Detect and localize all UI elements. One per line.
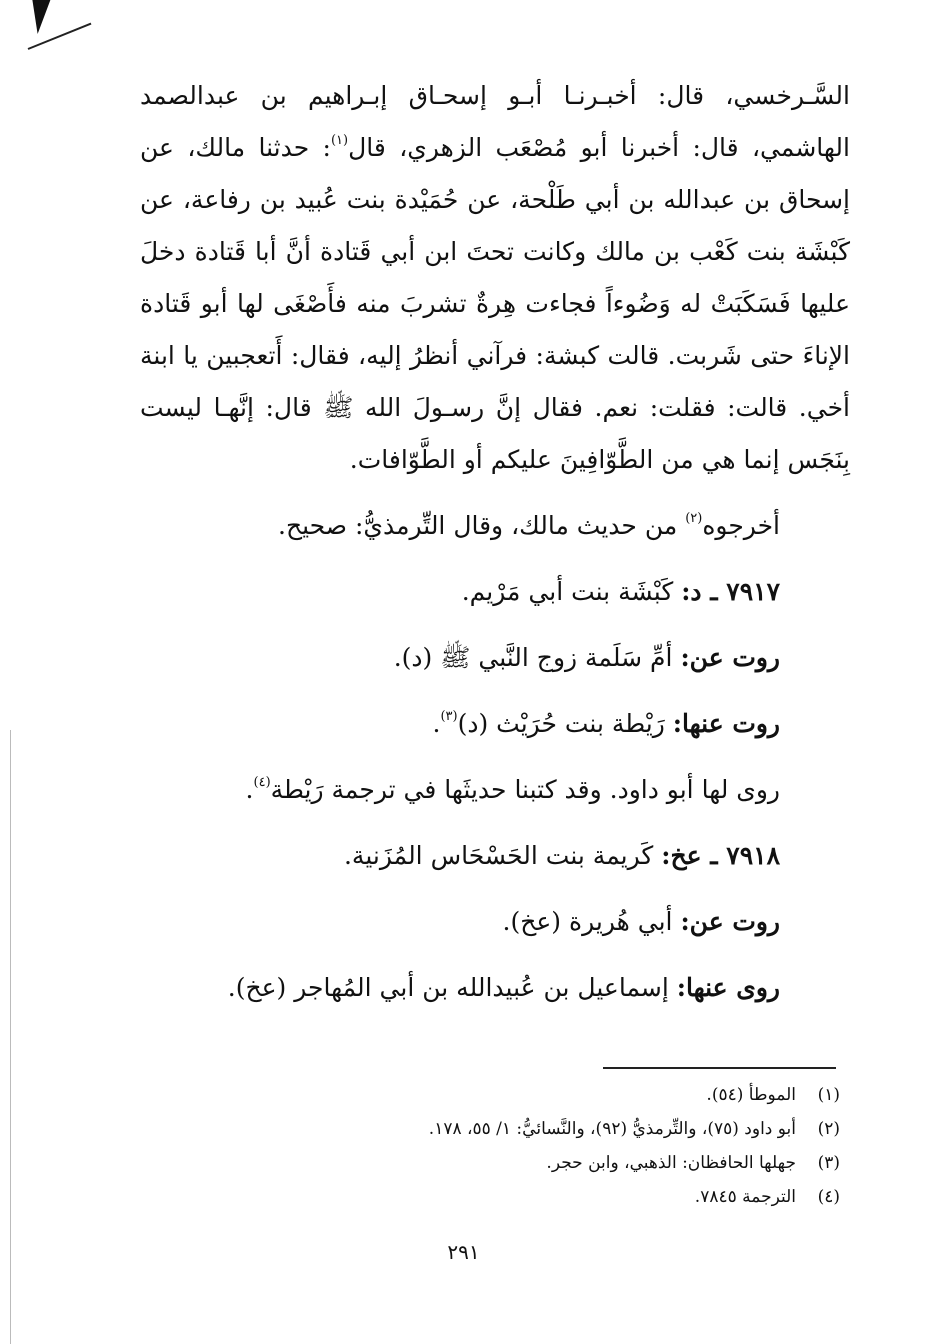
- entry-label: ٧٩١٧ ـ د:: [681, 577, 780, 606]
- footnote-ref-1: (١): [330, 133, 349, 148]
- footnote-separator: [603, 1067, 836, 1069]
- entry-tail: .: [432, 709, 441, 738]
- entry-text: كَريمة بنت الحَسْحَاس المُزَنية.: [343, 841, 662, 870]
- p2-part-a: أخرجوه: [702, 511, 780, 540]
- footnote-number: (٣): [817, 1153, 840, 1173]
- entry-line: [140, 896, 850, 948]
- entry-label: روت عنها:: [672, 709, 780, 738]
- entry-tail: .: [245, 775, 254, 804]
- entry-line: [140, 962, 850, 1014]
- corner-mark: [28, 0, 51, 34]
- footnotes: [200, 1078, 840, 1214]
- p1-part-a: السَّـرخسي، قال: أخبـرنـا أبـو إسحـاق إبـراهيم بن عبدالصمد الهاشمي، قال: أخبرنا أبو مُصْعَب الزهري، قال: [140, 81, 850, 162]
- footnote: [200, 1146, 840, 1180]
- entry-line: [140, 830, 850, 882]
- entry-line: [140, 632, 850, 684]
- footnote-text: الموطأ (٥٤).: [706, 1085, 796, 1105]
- footnote: [200, 1180, 840, 1214]
- footnote-text: أبو داود (٧٥)، والتِّرمذيُّ (٩٢)، والنَّسائيُّ: ١/ ٥٥، ١٧٨.: [428, 1119, 796, 1139]
- footnote: [200, 1078, 840, 1112]
- footnote-text: الترجمة ٧٨٤٥.: [694, 1187, 796, 1207]
- footnote-ref-4: (٤): [253, 775, 271, 790]
- footnote-number: (٢): [817, 1119, 840, 1139]
- footnote: [200, 1112, 840, 1146]
- entry-text: إسماعيل بن عُبيدالله بن أبي المُهاجر (عخ).: [227, 973, 677, 1002]
- footnote-text: جهلها الحافظان: الذهبي، وابن حجر.: [546, 1153, 796, 1173]
- entry-line: [140, 764, 850, 816]
- entry-line: [140, 566, 850, 618]
- page-number: ٢٩١: [447, 1240, 480, 1264]
- entry-label: روت عن:: [680, 643, 780, 672]
- entry-line: [140, 698, 850, 750]
- p2-part-b: من حديث مالك، وقال التِّرمذيُّ: صحيح.: [278, 511, 686, 540]
- entry-label: روى عنها:: [676, 973, 780, 1002]
- footnote-number: (٤): [817, 1187, 840, 1207]
- paragraph-hadith: [140, 70, 850, 486]
- entry-text: أمِّ سَلَمة زوج النَّبي ﷺ (د).: [393, 643, 681, 672]
- main-text: [140, 70, 850, 1014]
- footnote-ref-2: (٢): [685, 511, 703, 526]
- paragraph-takhrij: [140, 500, 850, 552]
- entry-text: روى لها أبو داود. وقد كتبنا حديثَها في ترجمة رَيْطة: [270, 775, 780, 804]
- footnote-number: (١): [817, 1085, 840, 1105]
- entry-label: ٧٩١٨ ـ عخ:: [661, 841, 780, 870]
- entry-text: رَيْطة بنت حُرَيْث (د): [457, 709, 673, 738]
- entry-label: روت عن:: [680, 907, 780, 936]
- p1-part-b: : حدثنا مالك، عن إسحاق بن عبدالله بن أبي طَلْحة، عن حُمَيْدة بنت عُبيد بن رفاعة، عن كَبْشَة بنت كَعْب بن مالك وكانت تحتَ ابن أبي قَتادة أنَّ أبا قَتادة دخلَ عليها فَسَكَبَتْ له وَضُوءاً فجاءت هِرةٌ تشربَ منه فأَصْغَى لها أبو قَتادة الإناءَ حتى شَربت. قالت كبشة: فرآني أنظرُ إليه، فقال: أَتعجبين يا ابنة أخي. قالت: فقلت: نعم. فقال إنَّ رسـولَ الله ﷺ قال: إنَّهـا ليست بِنَجَس إنما هي من الطَّوّافِينَ عليكم أو الطَّوّافات.: [140, 133, 850, 474]
- entry-text: أبي هُريرة (عخ).: [502, 907, 681, 936]
- footnote-ref-3: (٣): [440, 709, 458, 724]
- entry-text: كَبْشَة بنت أبي مَرْيم.: [461, 577, 682, 606]
